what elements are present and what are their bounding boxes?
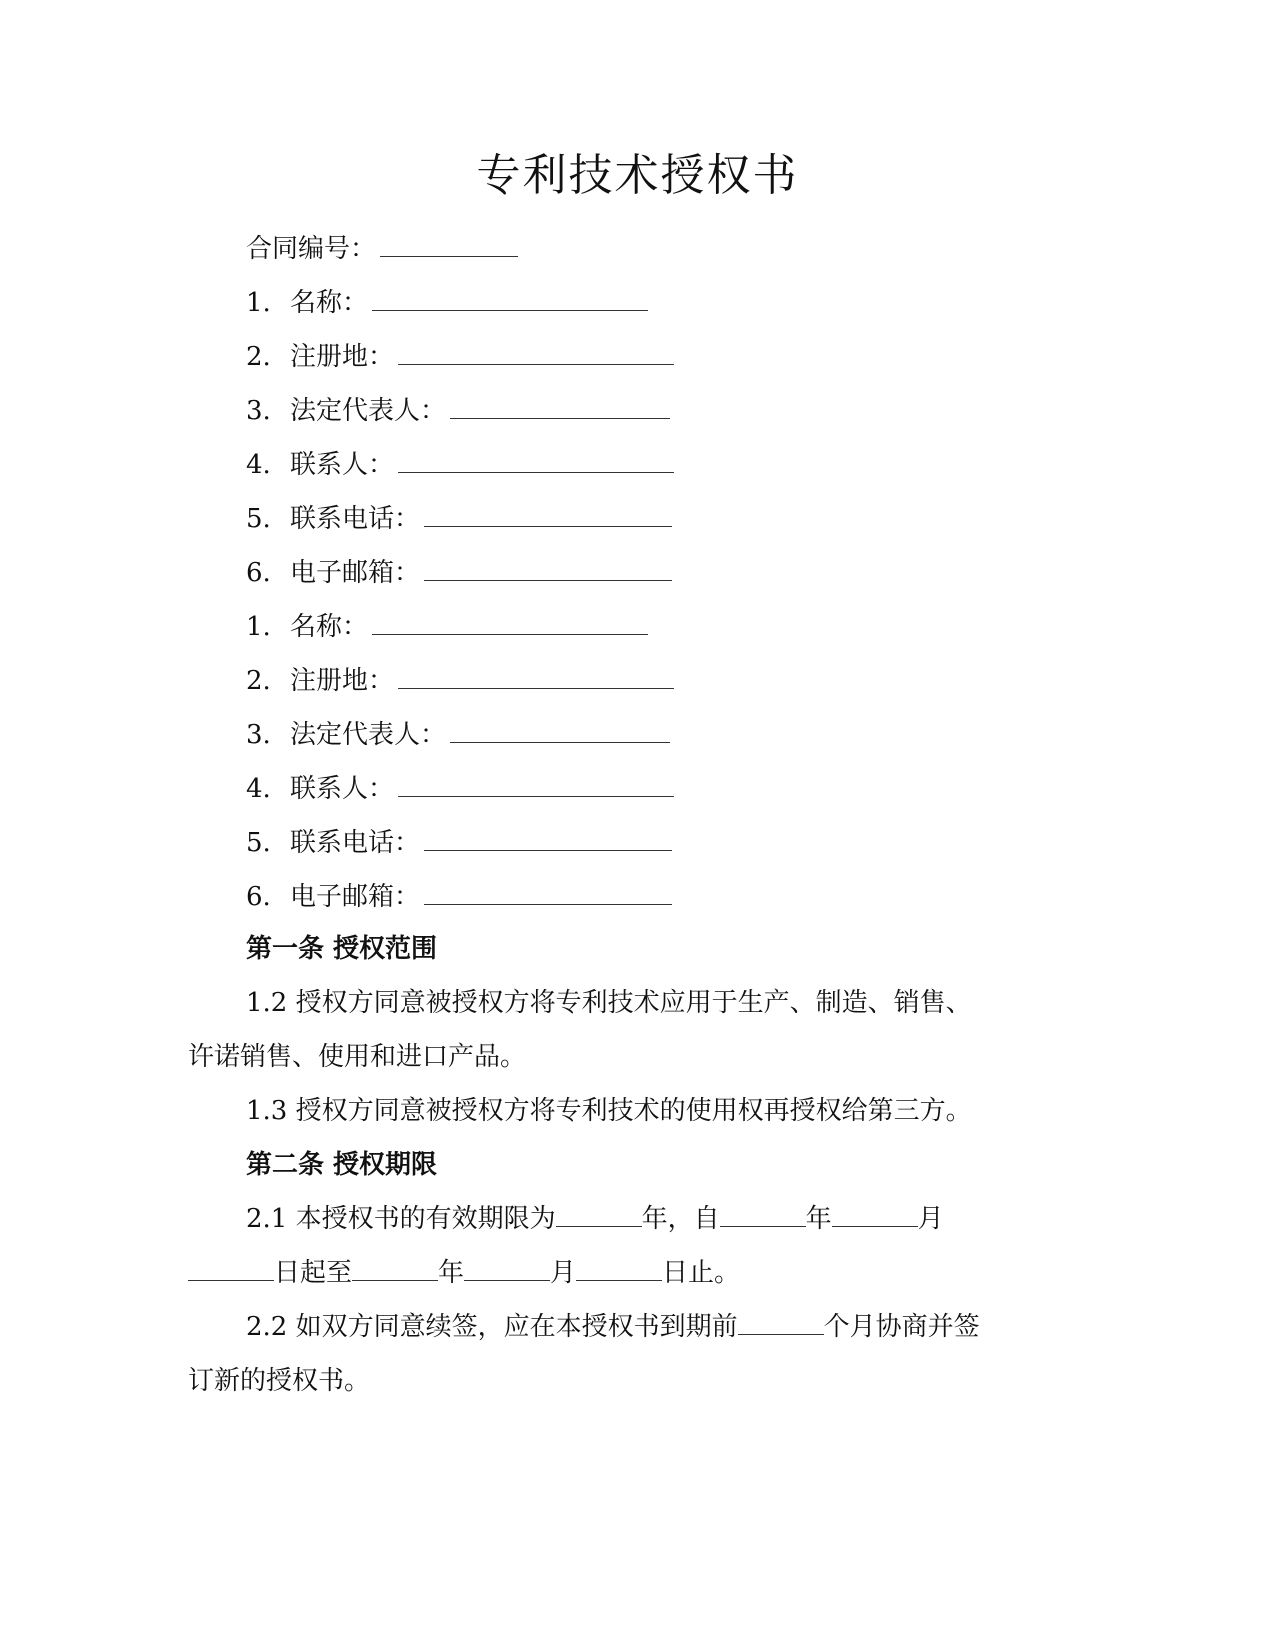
clause-1-2-line1: 1.2 授权方同意被授权方将专利技术应用于生产、制造、销售、 <box>246 988 972 1018</box>
blank-field <box>372 608 648 635</box>
clause-1-3: 1.3 授权方同意被授权方将专利技术的使用权再授权给第三方。 <box>246 1096 972 1126</box>
blank-field <box>832 1202 918 1227</box>
blank-field <box>720 1202 806 1227</box>
clause-2-1-line1: 2.1 本授权书的有效期限为 年，自 年 月 <box>246 1204 944 1234</box>
blank-field <box>450 392 670 419</box>
party-a-representative: 3. 法定代表人： <box>246 392 670 428</box>
clause-2-2-line1: 2.2 如双方同意续签，应在本授权书到期前 个月协商并签 <box>246 1312 980 1342</box>
contract-number-blank <box>380 230 518 257</box>
clause-2-2-line2: 订新的授权书。 <box>188 1366 371 1396</box>
blank-field <box>576 1256 662 1281</box>
blank-field <box>352 1256 438 1281</box>
blank-field <box>424 878 672 905</box>
party-a-address: 2. 注册地： <box>246 338 674 374</box>
blank-field <box>398 662 674 689</box>
party-b-address: 2. 注册地： <box>246 662 674 698</box>
blank-field <box>424 824 672 851</box>
party-b-email: 6. 电子邮箱： <box>246 878 672 914</box>
blank-field <box>398 770 674 797</box>
article-1-heading: 第一条 授权范围 <box>246 934 438 964</box>
party-b-name: 1. 名称： <box>246 608 648 644</box>
article-2-heading: 第二条 授权期限 <box>246 1150 438 1180</box>
blank-field <box>398 446 674 473</box>
party-b-representative: 3. 法定代表人： <box>246 716 670 752</box>
document-title: 专利技术授权书 <box>476 150 799 201</box>
blank-field <box>372 284 648 311</box>
clause-1-2-line2: 许诺销售、使用和进口产品。 <box>188 1042 527 1072</box>
blank-field <box>424 554 672 581</box>
blank-field <box>738 1310 824 1335</box>
blank-field <box>464 1256 550 1281</box>
blank-field <box>556 1202 642 1227</box>
contract-number-line <box>246 230 518 266</box>
blank-field <box>188 1256 274 1281</box>
blank-field <box>424 500 672 527</box>
party-a-email: 6. 电子邮箱： <box>246 554 672 590</box>
blank-field <box>450 716 670 743</box>
party-a-name: 1. 名称： <box>246 284 648 320</box>
party-b-contact: 4. 联系人： <box>246 770 674 806</box>
blank-field <box>398 338 674 365</box>
contract-number-label: 合同编号： <box>246 234 377 264</box>
party-a-contact: 4. 联系人： <box>246 446 674 482</box>
party-a-phone: 5. 联系电话： <box>246 500 672 536</box>
clause-2-1-line2: 日起至 年 月 日止。 <box>188 1256 740 1290</box>
party-b-phone: 5. 联系电话： <box>246 824 672 860</box>
